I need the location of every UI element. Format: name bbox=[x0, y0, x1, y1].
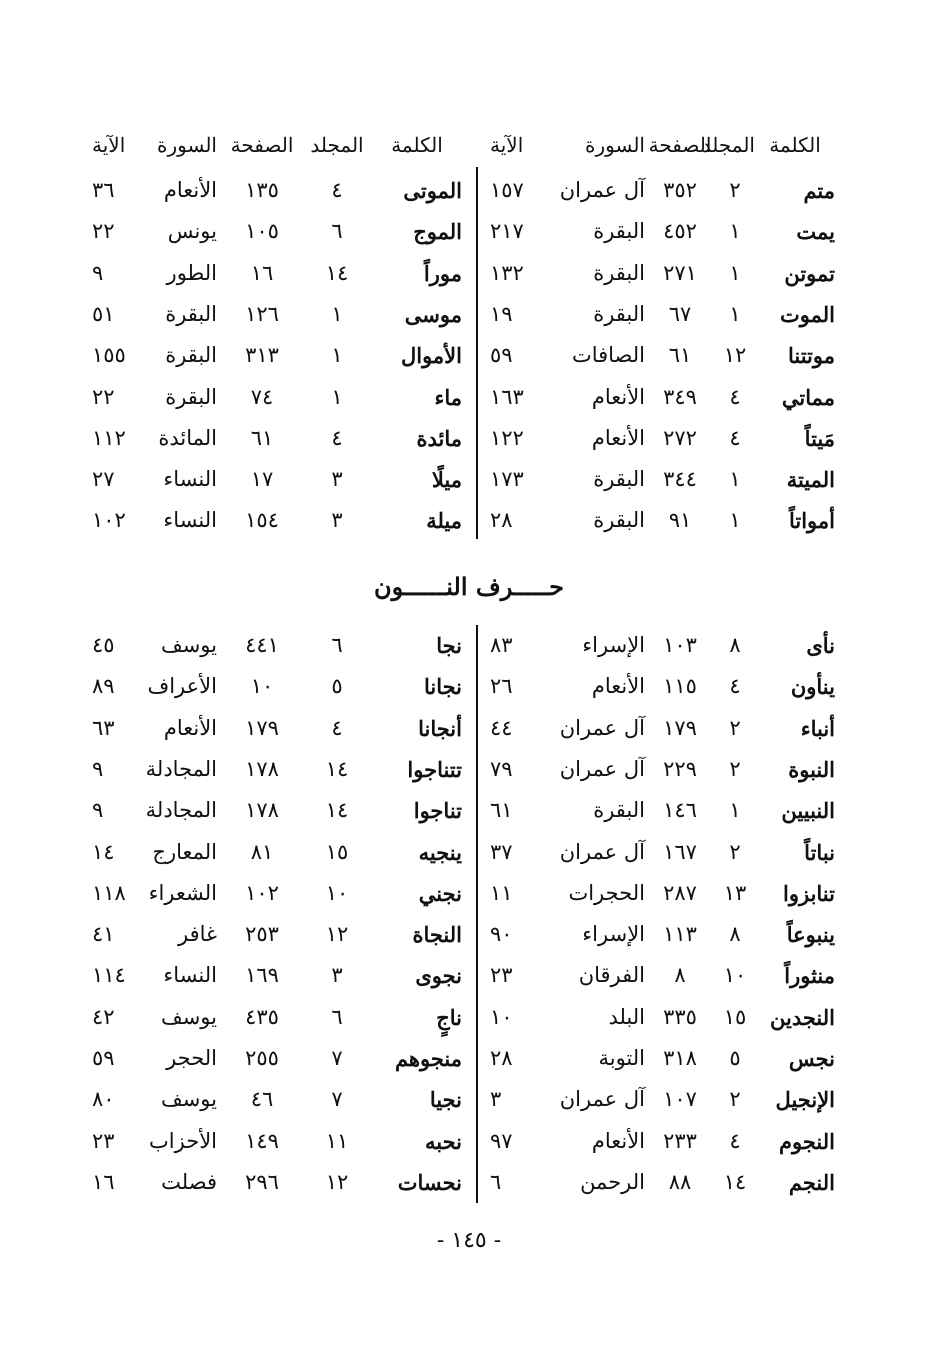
cell-surah: البقرة bbox=[593, 508, 645, 533]
cell-ayah: ٣ bbox=[490, 1087, 502, 1112]
table-row bbox=[90, 459, 462, 500]
cell-word: الموج bbox=[413, 219, 462, 245]
cell-ayah: ٩ bbox=[92, 260, 104, 285]
cell-word: الموتى bbox=[403, 178, 462, 203]
table-row bbox=[90, 500, 462, 541]
header-word: الكلمة bbox=[391, 133, 443, 157]
cell-volume: ١٥ bbox=[325, 839, 349, 864]
cell-volume: ١٢ bbox=[325, 922, 349, 947]
cell-ayah: ١٥٧ bbox=[490, 178, 524, 202]
cell-ayah: ٥٩ bbox=[490, 343, 513, 368]
cell-page: ٤٦ bbox=[250, 1087, 274, 1112]
table-row bbox=[463, 1121, 835, 1162]
cell-ayah: ٤٤ bbox=[490, 715, 513, 740]
cell-page: ٣٤٤ bbox=[663, 467, 697, 492]
table-row bbox=[90, 955, 462, 996]
cell-surah: الأنعام bbox=[591, 674, 645, 699]
cell-volume: ٤ bbox=[331, 178, 343, 202]
cell-surah: الصافات bbox=[571, 343, 645, 368]
table-row bbox=[90, 418, 462, 459]
cell-surah: الأنعام bbox=[591, 425, 645, 450]
cell-page: ٦١ bbox=[668, 343, 692, 368]
cell-volume: ١ bbox=[729, 301, 741, 326]
table-row bbox=[90, 1121, 462, 1162]
cell-page: ٢٧٢ bbox=[663, 425, 697, 450]
cell-surah: يونس bbox=[167, 219, 217, 244]
cell-volume: ١ bbox=[729, 508, 741, 533]
cell-surah: يوسف bbox=[160, 1087, 217, 1112]
cell-word: الإنجيل bbox=[775, 1087, 835, 1113]
cell-word: ينجيه bbox=[418, 839, 462, 865]
header-word: الكلمة bbox=[769, 133, 821, 157]
cell-surah: المجادلة bbox=[145, 756, 217, 781]
cell-volume: ١ bbox=[331, 343, 343, 368]
header-volume: المجلد bbox=[701, 133, 755, 157]
cell-word: النجوم bbox=[779, 1128, 835, 1154]
cell-word: موتتنا bbox=[787, 343, 835, 369]
column-divider bbox=[476, 167, 478, 539]
table-row bbox=[90, 914, 462, 955]
cell-surah: الأنعام bbox=[163, 715, 217, 740]
cell-surah: النساء bbox=[163, 508, 217, 533]
cell-ayah: ٤١ bbox=[92, 922, 115, 947]
table-row bbox=[90, 832, 462, 873]
cell-surah: الشعراء bbox=[148, 880, 217, 905]
cell-page: ١٦ bbox=[250, 260, 274, 285]
table-row bbox=[463, 500, 835, 541]
cell-word: نحبه bbox=[425, 1128, 462, 1154]
table-row bbox=[90, 1162, 462, 1203]
cell-volume: ١١ bbox=[325, 1128, 349, 1153]
table-row bbox=[90, 377, 462, 418]
section-title: حـــــرف النــــــون bbox=[374, 572, 564, 601]
cell-word: أمواتاً bbox=[788, 508, 835, 534]
table-row bbox=[463, 377, 835, 418]
cell-ayah: ٨٣ bbox=[490, 633, 513, 657]
cell-page: ٢٥٣ bbox=[245, 922, 279, 947]
table-row bbox=[463, 335, 835, 376]
cell-ayah: ٦ bbox=[490, 1169, 502, 1194]
cell-ayah: ٢٢ bbox=[92, 219, 115, 244]
table-row bbox=[463, 790, 835, 831]
cell-page: ٢٣٣ bbox=[663, 1128, 697, 1153]
cell-volume: ١٣ bbox=[723, 880, 747, 905]
bottom-table-left-half bbox=[90, 625, 462, 1205]
table-row bbox=[463, 625, 835, 666]
cell-ayah: ٨٠ bbox=[92, 1087, 115, 1112]
cell-word: تناجوا bbox=[413, 798, 462, 824]
cell-page: ١٠٣ bbox=[663, 633, 697, 657]
cell-volume: ١ bbox=[729, 467, 741, 492]
cell-page: ٢٧١ bbox=[663, 260, 697, 285]
cell-word: ناجٍ bbox=[436, 1004, 462, 1030]
cell-ayah: ٢٨ bbox=[490, 1046, 513, 1070]
table-row bbox=[463, 708, 835, 749]
cell-volume: ٢ bbox=[729, 839, 741, 864]
cell-word: أنجانا bbox=[418, 715, 462, 741]
cell-volume: ١٤ bbox=[325, 798, 349, 823]
table-row bbox=[463, 170, 835, 211]
cell-page: ٣٣٥ bbox=[663, 1004, 697, 1029]
cell-page: ١٧ bbox=[250, 467, 274, 492]
cell-word: النجاة bbox=[412, 922, 462, 948]
cell-page: ١٠٢ bbox=[245, 880, 279, 905]
cell-page: ١٢٦ bbox=[245, 301, 279, 326]
cell-word: النبيين bbox=[781, 798, 835, 824]
cell-ayah: ١٩ bbox=[490, 301, 513, 326]
bottom-table bbox=[90, 625, 835, 1205]
cell-word: مماتي bbox=[781, 384, 835, 410]
table-row bbox=[90, 1079, 462, 1120]
header-volume: المجلد bbox=[310, 133, 364, 157]
cell-surah: المعارج bbox=[152, 839, 217, 864]
top-table bbox=[90, 125, 835, 545]
cell-surah: البقرة bbox=[165, 343, 217, 368]
cell-volume: ٨ bbox=[729, 922, 741, 947]
cell-word: ينأون bbox=[790, 674, 835, 700]
cell-page: ٦٧ bbox=[668, 301, 692, 326]
cell-word: تنابزوا bbox=[783, 880, 835, 906]
table-row bbox=[463, 997, 835, 1038]
header-page: الصفحة bbox=[230, 133, 294, 157]
cell-surah: البقرة bbox=[165, 301, 217, 326]
cell-page: ١١٣ bbox=[663, 922, 697, 947]
cell-page: ٢٢٩ bbox=[663, 756, 697, 781]
cell-ayah: ١٣٢ bbox=[490, 260, 524, 285]
cell-word: يمت bbox=[796, 219, 835, 245]
cell-ayah: ٢٢ bbox=[92, 384, 115, 409]
cell-ayah: ٥١ bbox=[92, 301, 115, 326]
cell-ayah: ١٠٢ bbox=[92, 508, 126, 533]
cell-ayah: ٩ bbox=[92, 756, 104, 781]
cell-page: ١٦٩ bbox=[245, 963, 279, 988]
cell-page: ٢٥٥ bbox=[245, 1046, 279, 1070]
cell-page: ٩١ bbox=[668, 508, 692, 533]
cell-surah: فصلت bbox=[161, 1169, 217, 1194]
table-row bbox=[90, 708, 462, 749]
header-ayah: الآية bbox=[92, 133, 126, 157]
header-surah: السورة bbox=[585, 133, 645, 157]
cell-word: ينبوعاً bbox=[786, 922, 835, 948]
cell-page: ٦١ bbox=[250, 425, 274, 450]
top-table-left-half bbox=[90, 125, 462, 545]
cell-surah: الإسراء bbox=[582, 633, 645, 657]
cell-volume: ١ bbox=[729, 260, 741, 285]
cell-page: ١١٥ bbox=[663, 674, 697, 699]
cell-surah: النساء bbox=[163, 467, 217, 492]
cell-ayah: ١٥٥ bbox=[92, 343, 126, 368]
cell-surah: آل عمران bbox=[559, 715, 645, 740]
cell-ayah: ١٢٢ bbox=[490, 425, 524, 450]
cell-volume: ٤ bbox=[729, 425, 741, 450]
cell-word: نجا bbox=[436, 633, 462, 658]
table-row bbox=[463, 873, 835, 914]
cell-word: موسى bbox=[404, 301, 462, 327]
cell-word: تتناجوا bbox=[407, 756, 462, 782]
cell-word: موراً bbox=[423, 260, 462, 286]
cell-volume: ١٤ bbox=[723, 1169, 747, 1194]
cell-volume: ٤ bbox=[331, 715, 343, 740]
table-row bbox=[90, 625, 462, 666]
cell-volume: ٢ bbox=[729, 756, 741, 781]
cell-surah: البقرة bbox=[593, 260, 645, 285]
cell-word: ميلًا bbox=[431, 467, 462, 493]
cell-ayah: ١٦٣ bbox=[490, 384, 524, 409]
cell-page: ٤٥٢ bbox=[663, 219, 697, 244]
cell-volume: ٦ bbox=[331, 219, 343, 244]
cell-page: ١٠٧ bbox=[663, 1087, 697, 1112]
table-row bbox=[463, 211, 835, 252]
cell-page: ١٦٧ bbox=[663, 839, 697, 864]
cell-volume: ١٠ bbox=[723, 963, 747, 988]
cell-page: ٧٤ bbox=[250, 384, 274, 409]
cell-surah: الحجرات bbox=[568, 880, 645, 905]
cell-page: ٣١٨ bbox=[663, 1046, 697, 1070]
table-row bbox=[463, 832, 835, 873]
cell-volume: ١٤ bbox=[325, 756, 349, 781]
cell-page: ٢٨٧ bbox=[663, 880, 697, 905]
cell-word: النجم bbox=[788, 1169, 835, 1195]
cell-ayah: ٢٨ bbox=[490, 508, 513, 533]
table-row bbox=[90, 1038, 462, 1079]
cell-volume: ٣ bbox=[331, 467, 343, 492]
cell-word: الأموال bbox=[400, 343, 462, 369]
cell-surah: آل عمران bbox=[559, 756, 645, 781]
cell-page: ٤٤١ bbox=[245, 633, 279, 657]
cell-surah: الطور bbox=[166, 260, 217, 285]
header-row bbox=[90, 125, 462, 166]
top-table-right-half bbox=[463, 125, 835, 545]
table-row bbox=[463, 1162, 835, 1203]
header-page: الصفحة bbox=[648, 133, 712, 157]
cell-ayah: ١٠ bbox=[490, 1004, 513, 1029]
cell-surah: البقرة bbox=[593, 219, 645, 244]
cell-surah: الأنعام bbox=[591, 384, 645, 409]
cell-surah: يوسف bbox=[160, 633, 217, 657]
cell-page: ٤٣٥ bbox=[245, 1004, 279, 1029]
cell-word: مائدة bbox=[416, 425, 462, 451]
cell-volume: ٤ bbox=[729, 674, 741, 699]
cell-ayah: ٤٥ bbox=[92, 633, 115, 657]
cell-word: النبوة bbox=[788, 756, 835, 782]
cell-page: ١٧٨ bbox=[245, 798, 279, 823]
cell-volume: ٨ bbox=[729, 633, 741, 657]
cell-page: ٣١٣ bbox=[245, 343, 279, 368]
cell-ayah: ٩ bbox=[92, 798, 104, 823]
cell-volume: ١٤ bbox=[325, 260, 349, 285]
cell-surah: البقرة bbox=[593, 301, 645, 326]
cell-ayah: ٧٩ bbox=[490, 756, 513, 781]
cell-word: نجني bbox=[418, 880, 462, 906]
cell-surah: يوسف bbox=[160, 1004, 217, 1029]
cell-surah: البقرة bbox=[593, 798, 645, 823]
cell-word: نجانا bbox=[423, 674, 462, 700]
cell-ayah: ١١ bbox=[490, 880, 513, 905]
cell-word: نحسات bbox=[397, 1169, 462, 1195]
table-row bbox=[90, 335, 462, 376]
cell-word: النجدين bbox=[770, 1004, 835, 1030]
table-row bbox=[463, 955, 835, 996]
cell-ayah: ١١٤ bbox=[92, 963, 126, 988]
page-number: - ١٤٥ - bbox=[436, 1228, 502, 1253]
cell-page: ١٠ bbox=[250, 674, 274, 699]
cell-word: أنباء bbox=[800, 715, 835, 741]
cell-volume: ١٥ bbox=[723, 1004, 747, 1029]
cell-surah: الأنعام bbox=[163, 178, 217, 202]
cell-ayah: ٩٧ bbox=[490, 1128, 513, 1153]
cell-volume: ١ bbox=[331, 384, 343, 409]
cell-volume: ١٢ bbox=[723, 343, 747, 368]
cell-surah: التوبة bbox=[598, 1046, 645, 1070]
cell-page: ٨١ bbox=[250, 839, 274, 864]
cell-ayah: ٦٣ bbox=[92, 715, 115, 740]
cell-ayah: ٤٢ bbox=[92, 1004, 115, 1029]
header-ayah: الآية bbox=[490, 133, 524, 157]
cell-word: منثوراً bbox=[784, 963, 835, 989]
cell-page: ٣٥٢ bbox=[663, 178, 697, 202]
cell-ayah: ١٧٣ bbox=[490, 467, 524, 492]
table-row bbox=[463, 666, 835, 707]
table-row bbox=[90, 873, 462, 914]
column-divider bbox=[476, 625, 478, 1203]
table-row bbox=[90, 790, 462, 831]
cell-volume: ١٠ bbox=[325, 880, 349, 905]
table-row bbox=[90, 253, 462, 294]
cell-volume: ٢ bbox=[729, 1087, 741, 1112]
cell-surah: البلد bbox=[608, 1004, 645, 1029]
cell-page: ٢٩٦ bbox=[245, 1169, 279, 1194]
cell-surah: البقرة bbox=[593, 467, 645, 492]
cell-volume: ٥ bbox=[331, 674, 343, 699]
cell-surah: آل عمران bbox=[559, 1087, 645, 1112]
table-row bbox=[463, 253, 835, 294]
cell-page: ١٥٤ bbox=[245, 508, 279, 533]
cell-volume: ١٢ bbox=[325, 1169, 349, 1194]
table-row bbox=[463, 1079, 835, 1120]
table-row bbox=[463, 1038, 835, 1079]
cell-word: نأى bbox=[806, 633, 835, 658]
cell-ayah: ١٦ bbox=[92, 1169, 115, 1194]
cell-page: ١٤٦ bbox=[663, 798, 697, 823]
table-row bbox=[463, 749, 835, 790]
cell-surah: آل عمران bbox=[559, 178, 645, 202]
cell-ayah: ٣٦ bbox=[92, 178, 115, 202]
cell-ayah: ١٤ bbox=[92, 839, 115, 864]
cell-volume: ٤ bbox=[729, 384, 741, 409]
cell-volume: ٤ bbox=[729, 1128, 741, 1153]
cell-surah: الرحمن bbox=[580, 1169, 645, 1194]
cell-ayah: ١١٢ bbox=[92, 425, 126, 450]
table-row bbox=[90, 211, 462, 252]
cell-word: الميتة bbox=[786, 467, 835, 493]
cell-ayah: ٢٧ bbox=[92, 467, 115, 492]
cell-volume: ٣ bbox=[331, 508, 343, 533]
cell-surah: النساء bbox=[163, 963, 217, 988]
cell-word: نباتاً bbox=[804, 839, 835, 865]
cell-ayah: ١١٨ bbox=[92, 880, 126, 905]
cell-volume: ٦ bbox=[331, 1004, 343, 1029]
cell-surah: الحجر bbox=[166, 1046, 217, 1070]
cell-surah: المجادلة bbox=[145, 798, 217, 823]
cell-ayah: ٢٣ bbox=[92, 1128, 115, 1153]
cell-volume: ٢ bbox=[729, 178, 741, 202]
header-row bbox=[463, 125, 835, 166]
cell-page: ١٧٩ bbox=[245, 715, 279, 740]
cell-word: ماء bbox=[434, 384, 462, 410]
cell-ayah: ٨٩ bbox=[92, 674, 115, 699]
cell-surah: الأحزاب bbox=[149, 1128, 217, 1153]
cell-volume: ٧ bbox=[331, 1087, 343, 1112]
cell-ayah: ٢١٧ bbox=[490, 219, 524, 244]
cell-surah: المائدة bbox=[158, 425, 217, 450]
bottom-table-right-half bbox=[463, 625, 835, 1205]
cell-surah: البقرة bbox=[165, 384, 217, 409]
cell-word: منجوهم bbox=[394, 1046, 462, 1071]
cell-word: الموت bbox=[780, 301, 835, 327]
cell-word: نجيا bbox=[429, 1087, 462, 1113]
cell-volume: ٢ bbox=[729, 715, 741, 740]
cell-ayah: ٢٣ bbox=[490, 963, 513, 988]
table-row bbox=[90, 666, 462, 707]
cell-page: ٣٤٩ bbox=[663, 384, 697, 409]
cell-volume: ٥ bbox=[729, 1046, 741, 1070]
header-surah: السورة bbox=[157, 133, 217, 157]
cell-volume: ١ bbox=[729, 219, 741, 244]
cell-ayah: ٦١ bbox=[490, 798, 513, 823]
cell-volume: ٣ bbox=[331, 963, 343, 988]
table-row bbox=[90, 997, 462, 1038]
table-row bbox=[463, 294, 835, 335]
cell-word: مَيتاً bbox=[804, 425, 835, 451]
cell-page: ١٧٨ bbox=[245, 756, 279, 781]
cell-surah: آل عمران bbox=[559, 839, 645, 864]
table-row bbox=[463, 418, 835, 459]
cell-surah: غافر bbox=[177, 922, 217, 947]
cell-surah: الإسراء bbox=[582, 922, 645, 947]
cell-volume: ٦ bbox=[331, 633, 343, 657]
cell-word: نجس bbox=[788, 1046, 835, 1071]
cell-page: ١٧٩ bbox=[663, 715, 697, 740]
table-row bbox=[463, 914, 835, 955]
cell-ayah: ٣٧ bbox=[490, 839, 513, 864]
cell-word: تموتن bbox=[784, 260, 835, 286]
table-row bbox=[90, 294, 462, 335]
cell-page: ٨ bbox=[674, 963, 686, 988]
cell-ayah: ٢٦ bbox=[490, 674, 513, 699]
cell-volume: ٤ bbox=[331, 425, 343, 450]
cell-page: ١٤٩ bbox=[245, 1128, 279, 1153]
table-row bbox=[90, 749, 462, 790]
cell-volume: ٧ bbox=[331, 1046, 343, 1070]
cell-surah: الأعراف bbox=[147, 674, 217, 699]
cell-surah: الأنعام bbox=[591, 1128, 645, 1153]
cell-page: ١٣٥ bbox=[245, 178, 279, 202]
cell-volume: ١ bbox=[331, 301, 343, 326]
table-row bbox=[463, 459, 835, 500]
cell-volume: ١ bbox=[729, 798, 741, 823]
cell-page: ١٠٥ bbox=[245, 219, 279, 244]
cell-word: متم bbox=[803, 178, 835, 203]
cell-word: ميلة bbox=[426, 508, 462, 534]
cell-page: ٨٨ bbox=[668, 1169, 692, 1194]
table-row bbox=[90, 170, 462, 211]
cell-ayah: ٩٠ bbox=[490, 922, 513, 947]
cell-ayah: ٥٩ bbox=[92, 1046, 115, 1070]
cell-surah: الفرقان bbox=[578, 963, 645, 988]
cell-word: نجوى bbox=[415, 963, 462, 989]
